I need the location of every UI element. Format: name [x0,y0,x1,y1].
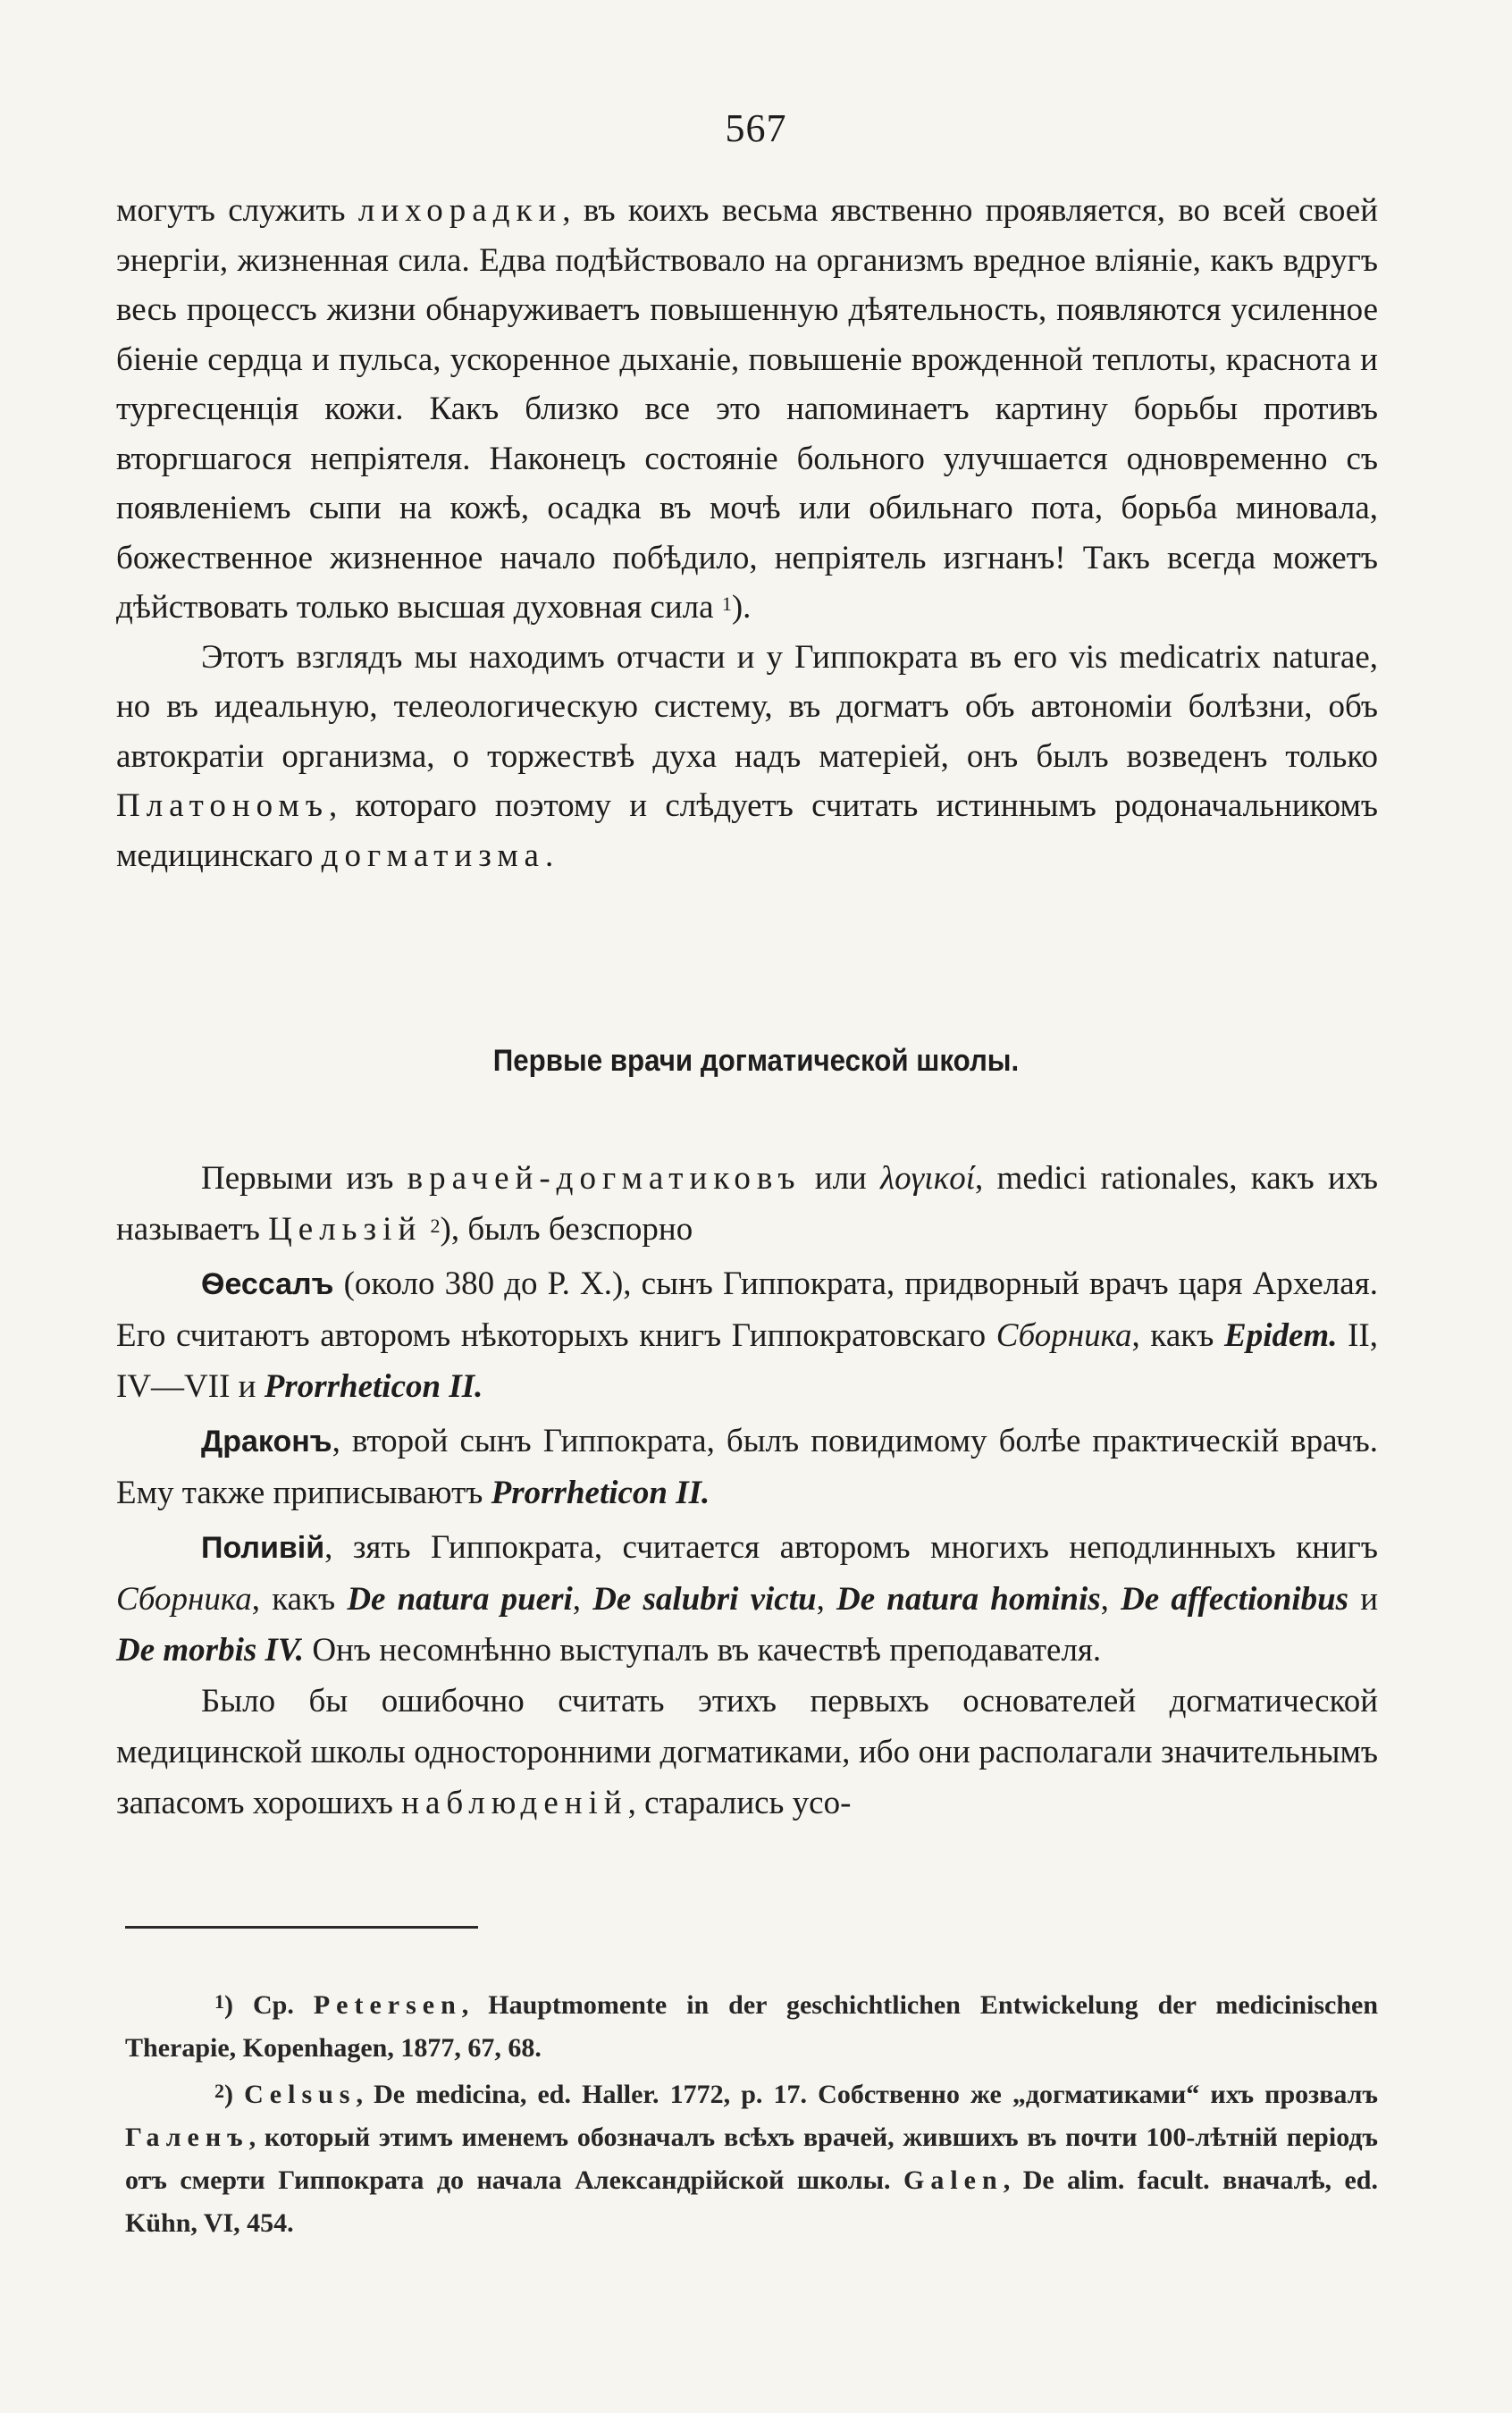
footnote-ref-1: 1 [721,593,732,615]
work-title: De natura pueri [347,1581,573,1618]
work-title: Epidem. [1224,1317,1338,1354]
work-title: Сборника [116,1581,252,1618]
person-name: Поливій [201,1531,325,1565]
footnote-divider [125,1926,478,1929]
greek-term: λογικοί [880,1160,976,1197]
text-run: или [801,1160,881,1197]
spaced-term: Галенъ [125,2123,249,2152]
footnotes [125,1984,1378,2249]
text-run: ) [224,2080,245,2109]
text-run: (около 380 до Р. Х.), сынъ Гиппократа, придворный врачъ царя Архелая. Его считаютъ авторомъ нѣкоторыхъ книгъ Гиппократовскаго [116,1265,1378,1354]
footnote-marker: 2 [214,2080,224,2102]
work-title: Сборника [995,1317,1132,1354]
text-run: , [816,1581,836,1618]
text-run: , старались усо- [627,1785,852,1821]
text-run: ) Cp. [224,1990,314,2020]
spaced-term: Petersen [313,1990,462,2020]
person-name: Драконъ [201,1425,332,1459]
text-run: , De medicina, ed. Haller. 1772, p. 17. Собственно же „догматиками“ ихъ прозвалъ [356,2080,1378,2109]
text-run: , Hauptmomente in der geschichtlichen Entwickelung der medicinischen Therapie, Kopenhagen, 1877, 67, 68. [125,1990,1379,2063]
paragraph-draco [116,1416,1378,1518]
text-run: могутъ служить [116,192,358,229]
main-text [116,186,1378,880]
text-run: Было бы ошибочно считать этихъ первыхъ основателей догматической медицинской школы односторонними догматиками, ибо они располагали значительнымъ запасомъ хорошихъ [116,1683,1378,1821]
page-number: 567 [725,106,787,150]
text-run: II, IV—VII и [116,1317,1378,1405]
paragraph-intro [116,1153,1378,1255]
text-run: , [1100,1581,1121,1618]
spaced-term: Galen [903,2165,1004,2195]
person-name: Ѳессалъ [201,1267,334,1301]
text-run: и [1348,1581,1379,1618]
text-run: , medici rationales, какъ ихъ называетъ [116,1160,1378,1248]
text-run: Онъ несомнѣнно выступалъ въ качествѣ преподавателя. [304,1632,1102,1669]
spaced-term: Celsus [244,2080,357,2109]
footnote-ref-2: 2 [430,1215,441,1237]
section-text [116,1153,1378,1829]
spaced-term: наблюденій [401,1785,628,1821]
work-title: De morbis IV. [116,1632,305,1669]
spaced-term: Цельзій [268,1211,423,1248]
text-run: , какъ [251,1581,348,1618]
section-heading: Первые врачи догматической школы. [492,1044,1020,1078]
paragraph-thessalus [116,1258,1378,1412]
work-title: De salubri victu [592,1581,817,1618]
work-title: Prorrheticon II. [264,1368,483,1405]
footnote-2 [125,2073,1378,2245]
work-title: De affectionibus [1121,1581,1349,1618]
work-title: De natura hominis [836,1581,1101,1618]
work-title: Prorrheticon II. [491,1475,710,1511]
spaced-term: врачей-догматиковъ [407,1160,802,1197]
footnote-1 [125,1984,1378,2070]
paragraph-observations [116,1676,1378,1829]
text-run: ). [731,589,752,626]
text-run: , въ коихъ весьма явственно проявляется, во всей своей энергіи, жизненная сила. Едва подѣйствовало на организмъ вредное вліяніе, какъ вдругъ весь процессъ жизни обнаруживаетъ повышенную дѣятельность, появляются усиленное біеніе сердца и пульса, ускоренное дыханіе, повышеніе врожденной теплоты, краснота и тургесценція кожи. Какъ близко все это напоминаетъ картину борьбы противъ вторгшагося непріятеля. Наконецъ состояніе больного улучшается одновременно съ появленіемъ сыпи на кожѣ, осадка въ мочѣ или обильнаго пота, борьба миновала, божественное жизненное начало побѣдило, непріятель изгнанъ! Такъ всегда можетъ дѣйствовать только высшая духовная сила [116,192,1378,626]
footnote-marker: 1 [214,1990,224,2013]
spaced-term: лихорадки [357,192,563,229]
text-run: . [544,837,554,874]
text-run [422,1211,430,1248]
text-run: , зять Гиппократа, считается авторомъ многихъ неподлинныхъ книгъ [324,1529,1378,1566]
text-run: , [572,1581,593,1618]
spaced-term: Платономъ [116,787,329,824]
paragraph-fever [116,186,1378,633]
spaced-term: догматизма [321,837,545,874]
text-run: , который этимъ именемъ обозначалъ всѣхъ врачей, жившихъ въ почти 100-лѣтній періодъ отъ смерти Гиппократа до начала Александрійской школы. [125,2123,1378,2195]
text-run: , De alim. facult. вначалѣ, ed. Kühn, VI, 454. [125,2165,1378,2238]
paragraph-polybus [116,1522,1378,1676]
text-run: Первыми изъ [201,1160,407,1197]
text-run: Этотъ взглядъ мы находимъ отчасти и у Гиппократа въ его vis medicatrix naturae, но въ идеальную, телеологическую систему, въ догматъ объ автономіи болѣзни, объ автократіи организма, о торжествѣ духа надъ матеріей, онъ былъ возведенъ только [116,638,1378,775]
text-run: ), былъ безспорно [440,1211,693,1248]
paragraph-plato [116,633,1378,881]
text-run: , котораго поэтому и слѣдуетъ считать истиннымъ родоначальникомъ медицинскаго [116,787,1378,874]
text-run: , второй сынъ Гиппократа, былъ повидимому болѣе практическій врачъ. Ему также приписываютъ [116,1423,1378,1511]
text-run: , какъ [1131,1317,1225,1354]
